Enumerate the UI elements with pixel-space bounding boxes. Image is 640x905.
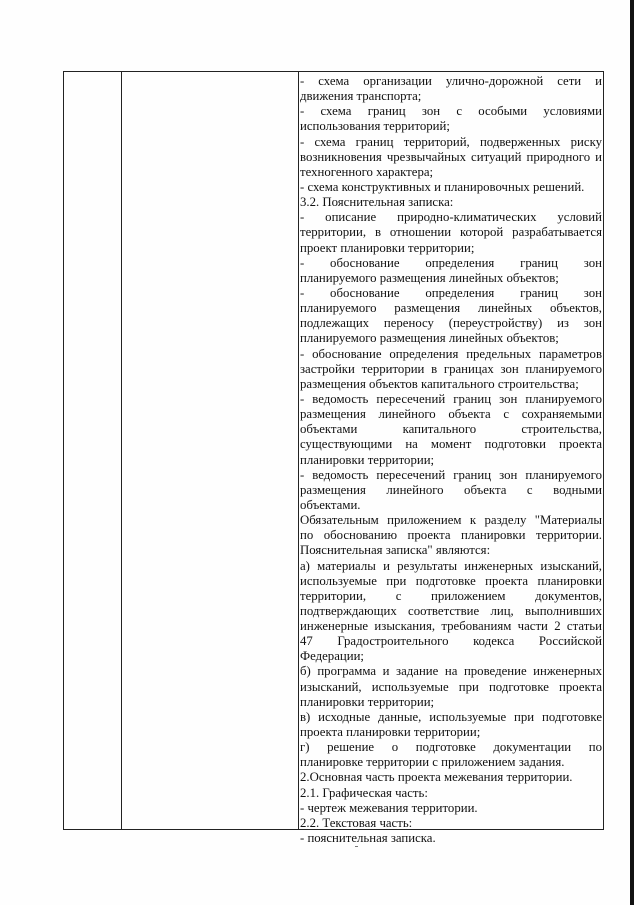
text-line: 2.1. Графическая часть: bbox=[300, 785, 428, 800]
document-table bbox=[63, 71, 604, 846]
text-line: изысканий, используемые при подготовке проекта bbox=[300, 679, 602, 694]
scan-edge-border bbox=[630, 0, 634, 905]
text-line: 47 Градостроительного кодекса Российской bbox=[300, 634, 602, 649]
text-line: подлежащих переносу (переустройству) из зон bbox=[300, 316, 602, 331]
text-line: возникновения чрезвычайных ситуаций природного и bbox=[300, 149, 602, 164]
text-line: планировки территории; bbox=[300, 452, 435, 467]
text-line: проекта планировки территории; bbox=[300, 725, 481, 740]
text-line: Обязательным приложением к разделу "Материалы bbox=[300, 513, 602, 528]
text-line: - схема организации улично-дорожной сети и bbox=[300, 74, 602, 88]
text-line: - описание природно-климатических условий bbox=[300, 210, 602, 225]
text-line: в) исходные данные, используемые при подготовке bbox=[300, 709, 602, 724]
text-line: размещения объектов капитального строительства; bbox=[300, 376, 579, 391]
text-line: территории, с приложением документов, bbox=[300, 588, 602, 603]
text-line: территории, в отношении которой разрабатывается bbox=[300, 225, 602, 240]
text-line: по обоснованию проекта планировки территории. bbox=[300, 528, 602, 543]
column-divider-1 bbox=[121, 72, 122, 829]
scan-speck bbox=[355, 846, 358, 847]
text-line: - схема границ территорий, подверженных риску bbox=[300, 134, 602, 149]
text-line: - обоснование определения границ зон bbox=[300, 285, 602, 300]
text-line: объектами. bbox=[300, 497, 361, 512]
text-line: движения транспорта; bbox=[300, 89, 422, 104]
text-line: объектами капитального строительства, bbox=[300, 422, 602, 437]
table-content-cell bbox=[299, 72, 603, 846]
text-line: Федерации; bbox=[300, 649, 364, 664]
text-line: г) решение о подготовке документации по bbox=[300, 740, 602, 755]
text-line: - обоснование определения предельных параметров bbox=[300, 346, 602, 361]
text-line: планировке территории с приложением задания. bbox=[300, 755, 565, 770]
text-line: - пояснительная записка. bbox=[300, 831, 436, 846]
text-line: - схема конструктивных и планировочных решений. bbox=[300, 179, 585, 194]
text-line: планируемого размещения линейных объектов; bbox=[300, 331, 559, 346]
text-line: застройки территории в границах зон планируемого bbox=[300, 361, 602, 376]
text-line: техногенного характера; bbox=[300, 164, 434, 179]
text-line: проект планировки территории; bbox=[300, 240, 475, 255]
text-line: - чертеж межевания территории. bbox=[300, 800, 478, 815]
text-line: используемые при подготовке проекта планировки bbox=[300, 573, 602, 588]
text-line: планируемого размещения линейных объектов; bbox=[300, 270, 559, 285]
text-line: - обоснование определения границ зон bbox=[300, 255, 602, 270]
text-line: размещения линейного объекта с сохраняемыми bbox=[300, 407, 602, 422]
text-line: планируемого размещения линейных объектов, bbox=[300, 301, 602, 316]
text-line: использования территорий; bbox=[300, 119, 450, 134]
text-line: 2.2. Текстовая часть: bbox=[300, 815, 413, 830]
text-line: планировки территории; bbox=[300, 694, 435, 709]
text-line: б) программа и задание на проведение инженерных bbox=[300, 664, 602, 679]
text-line: - ведомость пересечений границ зон планируемого bbox=[300, 391, 602, 406]
text-line: - ведомость пересечений границ зон планируемого bbox=[300, 467, 602, 482]
text-line: Пояснительная записка" являются: bbox=[300, 543, 491, 558]
text-line: размещения линейного объекта с водными bbox=[300, 482, 602, 497]
text-line: - схема границ зон с особыми условиями bbox=[300, 104, 602, 119]
text-line: 2.Основная часть проекта межевания территории. bbox=[300, 770, 573, 785]
text-line: подтверждающих соответствие лиц, выполнивших bbox=[300, 603, 602, 618]
text-line: а) материалы и результаты инженерных изысканий, bbox=[300, 558, 602, 573]
text-line: инженерные изыскания, требованиям части 2 статьи bbox=[300, 619, 602, 634]
text-line: существующими на момент подготовки проекта bbox=[300, 437, 602, 452]
text-line: 3.2. Пояснительная записка: bbox=[300, 195, 454, 210]
